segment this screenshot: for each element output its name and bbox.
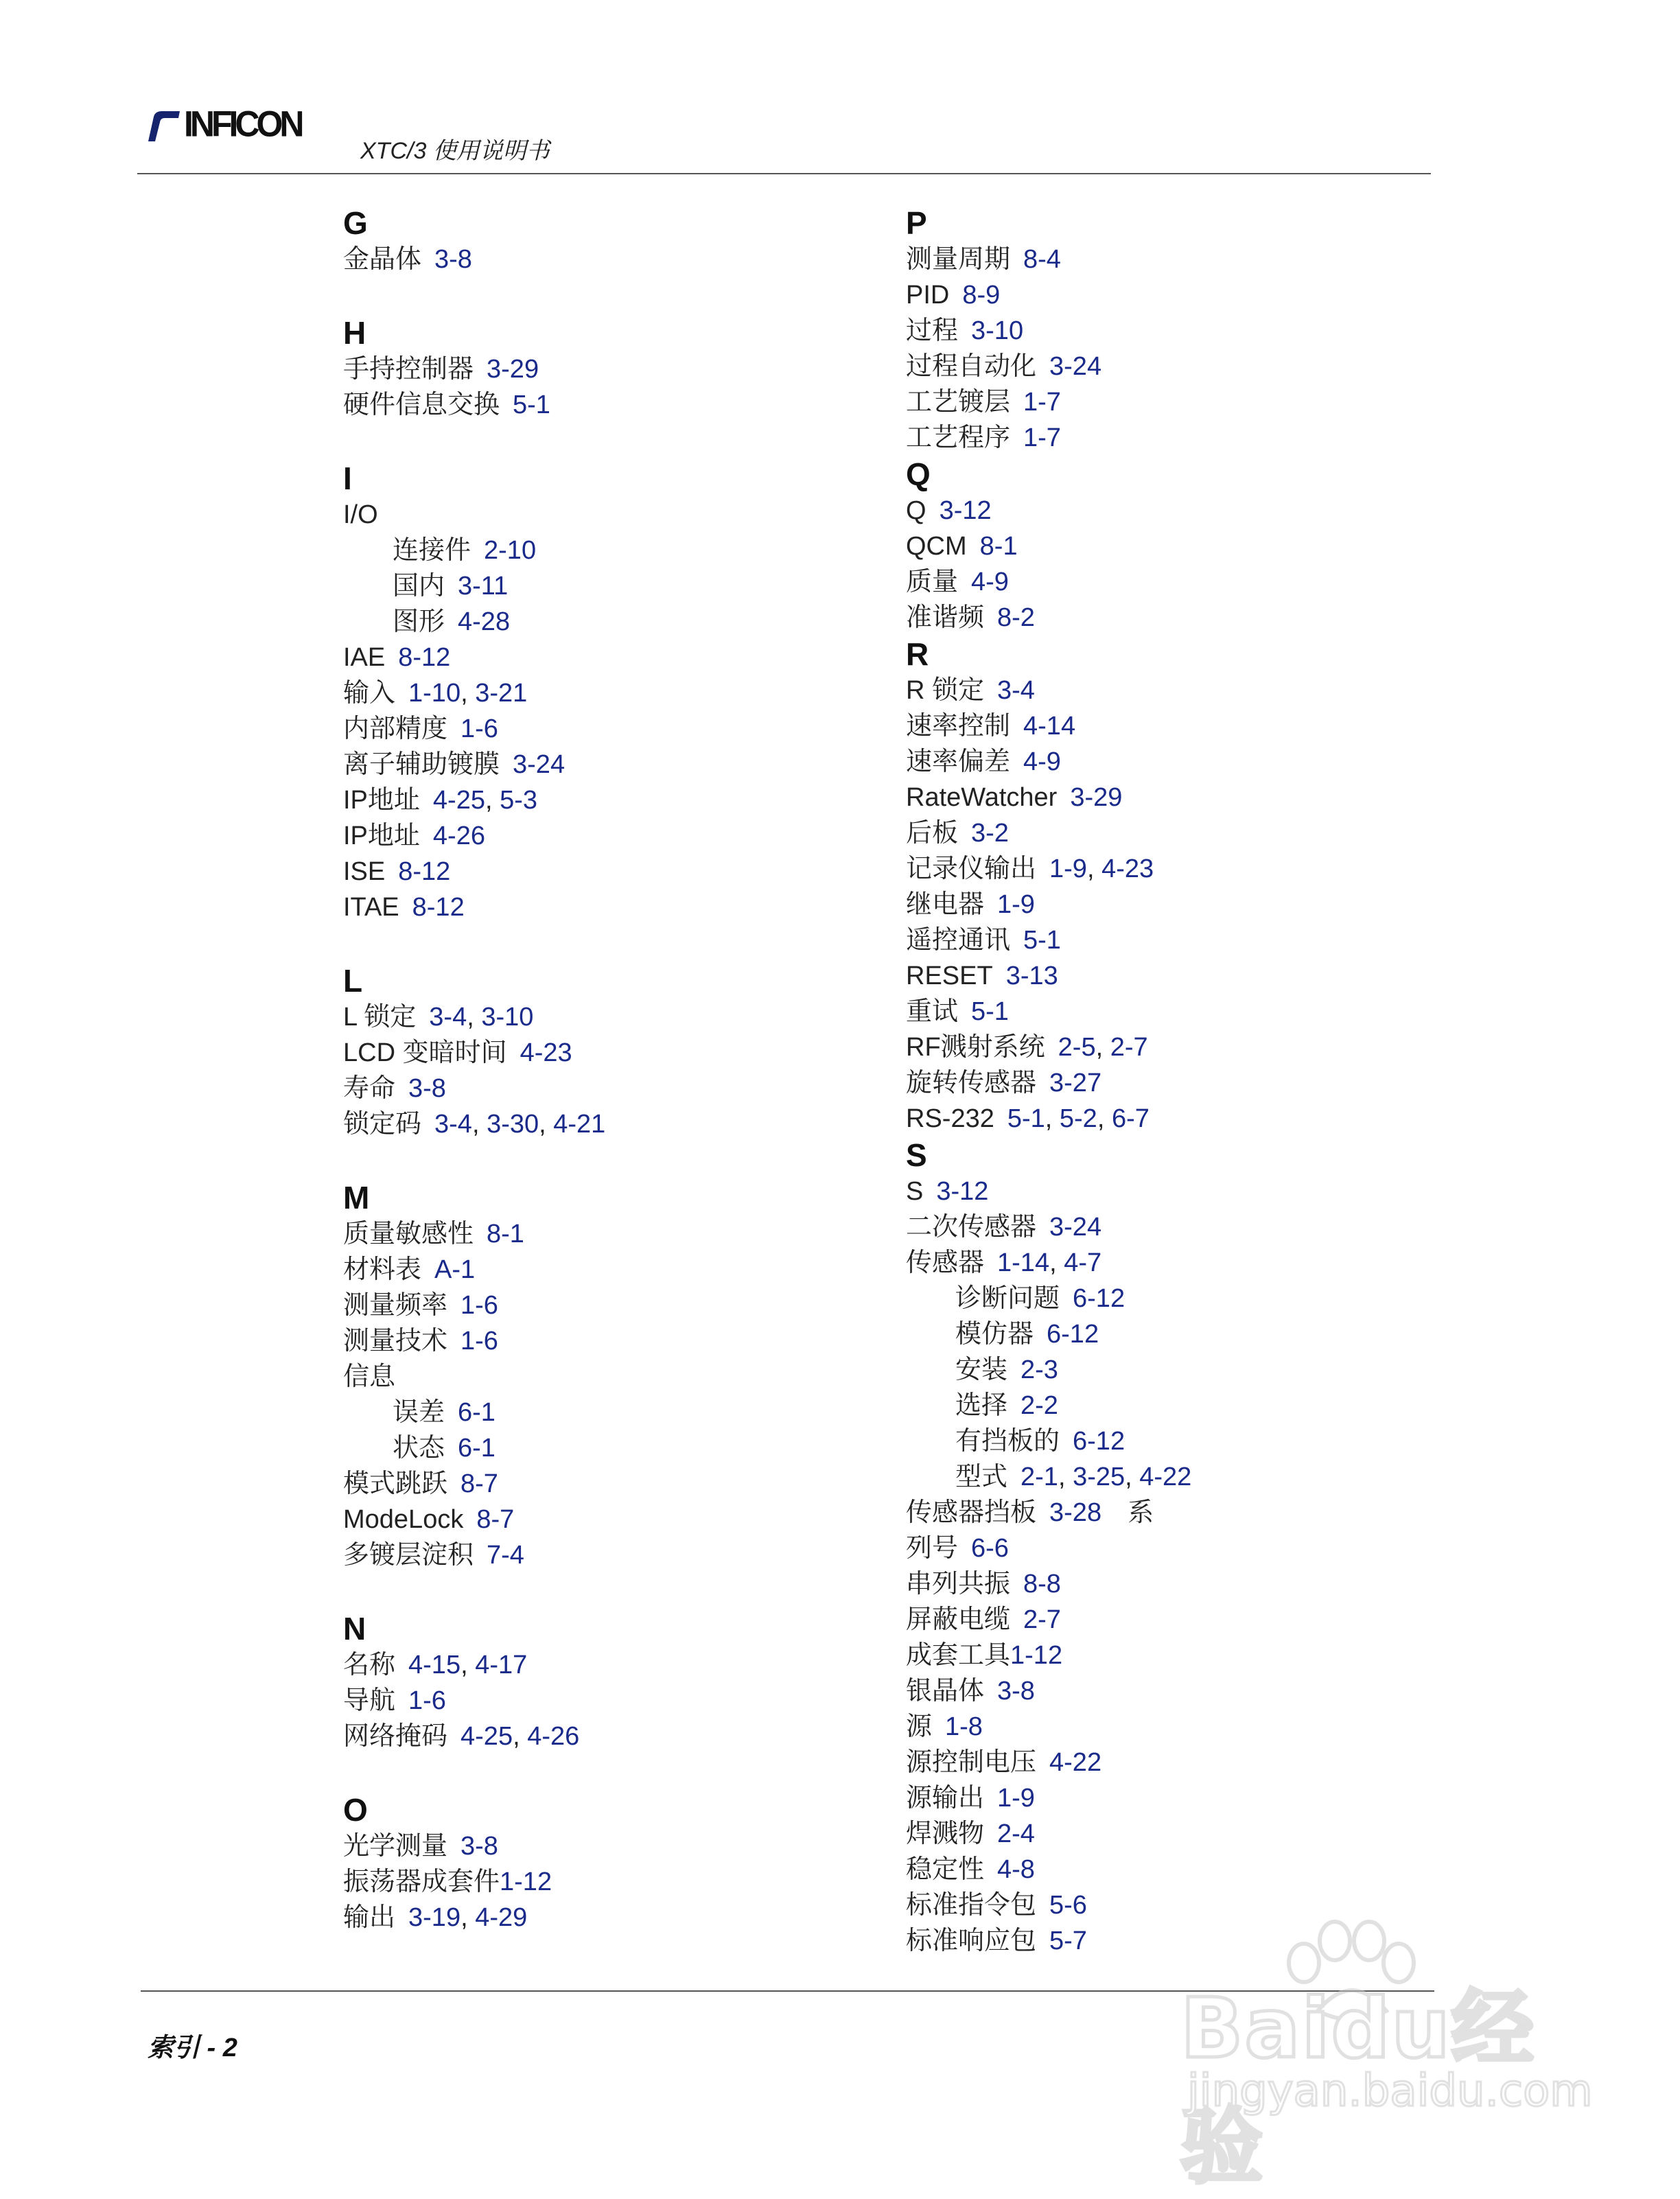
index-entry	[343, 1288, 892, 1323]
index-entry	[906, 708, 1455, 744]
index-subentry	[906, 1423, 1455, 1459]
index-entry	[343, 497, 892, 533]
page-reference-link[interactable]: 8-7	[460, 1469, 498, 1498]
entry-term: 导航	[343, 1686, 396, 1715]
entry-term: 内部精度	[343, 714, 448, 743]
page-reference-link[interactable]: 4-9	[1023, 747, 1061, 776]
index-entry	[343, 1323, 892, 1359]
index-entry	[906, 1709, 1455, 1745]
index-entry	[343, 1071, 892, 1106]
entry-term: 源	[906, 1712, 933, 1741]
entry-term: R 锁定	[906, 676, 985, 705]
index-subentry	[906, 1316, 1455, 1352]
entry-term: 安装	[955, 1356, 1008, 1384]
index-entry	[906, 1209, 1455, 1245]
index-entry	[343, 1502, 892, 1537]
page-reference-link[interactable]: 4-29	[475, 1903, 528, 1932]
page-reference-link[interactable]: 1-7	[1023, 423, 1061, 452]
section-letter: H	[343, 315, 366, 351]
page-reference-link[interactable]: 2-10	[484, 536, 537, 565]
index-entry	[343, 351, 892, 387]
index-entry	[906, 242, 1455, 277]
entry-term: 速率控制	[906, 712, 1011, 741]
entry-term: 屏蔽电缆	[906, 1605, 1011, 1634]
index-entry	[906, 600, 1455, 636]
page-reference-link[interactable]: 3-11	[458, 572, 509, 601]
page-reference-link[interactable]: 8-7	[476, 1505, 515, 1534]
page-reference-link[interactable]: 4-25	[432, 786, 485, 815]
index-entry	[906, 1816, 1455, 1852]
entry-term: 信息	[343, 1362, 396, 1391]
page-reference-link[interactable]: 4-14	[1023, 712, 1076, 741]
entry-term: 金晶体	[343, 245, 422, 274]
index-entry	[906, 922, 1455, 958]
page-reference-link[interactable]: 1-6	[408, 1686, 446, 1715]
entry-term: 硬件信息交换	[343, 391, 500, 419]
page-reference-link[interactable]: 3-13	[1005, 962, 1058, 990]
header-divider	[137, 173, 1431, 174]
index-entry	[906, 1673, 1455, 1709]
page-reference-link[interactable]: 4-8	[997, 1855, 1035, 1884]
index-entry	[906, 1745, 1455, 1780]
page-reference-link[interactable]: 2-2	[1020, 1391, 1058, 1420]
entry-term: 源输出	[906, 1784, 985, 1813]
page-reference-link[interactable]: 1-9	[997, 1784, 1035, 1813]
index-section-l	[343, 962, 892, 1142]
page-reference-link[interactable]: 3-24	[1049, 352, 1102, 381]
page-reference-link[interactable]: 4-25	[460, 1722, 513, 1751]
page-reference-link[interactable]: 4-7	[1064, 1248, 1102, 1277]
section-letter: M	[343, 1180, 370, 1215]
index-entry: 网络掩码 4-25, 4-26	[343, 1722, 580, 1751]
entry-term: ITAE	[343, 893, 399, 922]
page-reference-link[interactable]: 6-1	[458, 1434, 495, 1463]
page-reference-link[interactable]: 6-12	[1047, 1320, 1099, 1349]
page-header	[144, 103, 1434, 178]
index-entry	[906, 1495, 1455, 1531]
entry-term: 遥控通讯	[906, 926, 1011, 955]
page-reference-link[interactable]: 5-3	[500, 786, 538, 815]
entry-term: 标准响应包	[906, 1927, 1037, 1955]
page-reference-link[interactable]: 3-25	[1073, 1463, 1125, 1491]
index-entry	[906, 493, 1455, 528]
index-subentry	[343, 568, 892, 604]
entry-term: Q	[906, 496, 926, 525]
entry-term: ModeLock	[343, 1505, 464, 1534]
index-entry	[906, 815, 1455, 851]
section-letter: S	[906, 1137, 927, 1173]
index-section-h	[343, 314, 892, 423]
document-title: XTC/3 使用说明书	[360, 138, 550, 164]
entry-term: IP地址	[343, 822, 420, 850]
index-subentry	[906, 1281, 1455, 1316]
entry-term: 焊溅物	[906, 1819, 985, 1848]
entry-term: 源控制电压	[906, 1748, 1037, 1777]
page-reference-link[interactable]: 3-4	[429, 1003, 467, 1032]
page-reference-link[interactable]: 1-6	[460, 1327, 498, 1356]
entry-term: 光学测量	[343, 1832, 448, 1861]
entry-term: 银晶体	[906, 1677, 985, 1706]
page-reference-link[interactable]: 1-6	[460, 1291, 498, 1320]
index-subentry	[906, 1388, 1455, 1423]
entry-term: 后板	[906, 819, 959, 848]
index-entry	[906, 313, 1455, 349]
entry-term: 二次传感器	[906, 1213, 1037, 1242]
brand-name: INFICON	[184, 104, 301, 144]
entry-term: IP地址	[343, 786, 420, 815]
index-entry	[343, 854, 892, 889]
index-entry	[906, 384, 1455, 420]
entry-term: 材料表	[343, 1255, 422, 1284]
entry-term: 过程自动化	[906, 352, 1037, 381]
entry-term: 诊断问题	[955, 1284, 1060, 1313]
entry-term: 名称	[343, 1651, 396, 1679]
entry-term: PID	[906, 281, 950, 310]
entry-term: 手持控制器	[343, 355, 474, 384]
page-reference-link[interactable]: 3-8	[997, 1677, 1035, 1706]
index-subentry: 型式 2-1, 3-25, 4-22	[955, 1463, 1192, 1491]
index-entry	[906, 673, 1455, 708]
section-letter: N	[343, 1611, 366, 1647]
entry-term: 选择	[955, 1391, 1008, 1420]
entry-term: 连接件	[393, 536, 471, 565]
index-section-i	[343, 460, 892, 925]
index-entry: 名称 4-15, 4-17	[343, 1651, 528, 1679]
entry-term: 测量技术	[343, 1327, 448, 1356]
index-column-left	[343, 205, 892, 1935]
index-entry: RS-232 5-1, 5-2, 6-7	[906, 1104, 1150, 1133]
entry-term: 重试	[906, 997, 959, 1026]
baidu-watermark	[1167, 1915, 1593, 2195]
page-reference-link[interactable]: 3-4	[434, 1110, 472, 1139]
entry-term: 工艺镀层	[906, 388, 1011, 417]
index-entry	[906, 564, 1455, 600]
entry-term: 成套工具	[906, 1641, 1011, 1670]
page-reference-link[interactable]: 3-30	[487, 1110, 539, 1139]
index-entry: L 锁定 3-4, 3-10	[343, 1003, 534, 1032]
page-reference-link[interactable]: 1-9	[997, 890, 1035, 919]
entry-suffix: 系	[1128, 1498, 1154, 1527]
page-reference-link[interactable]: 3-24	[1049, 1213, 1102, 1242]
page-reference-link[interactable]: 5-1	[1023, 926, 1061, 955]
index-entry	[906, 744, 1455, 780]
page-reference-link[interactable]: 3-8	[408, 1074, 446, 1103]
entry-term: RESET	[906, 962, 993, 990]
page-reference-link[interactable]: 1-6	[460, 714, 498, 743]
page-reference-link[interactable]: 4-26	[432, 822, 485, 850]
index-entry	[906, 780, 1455, 815]
page-reference-link[interactable]: 5-7	[1049, 1927, 1087, 1955]
page-reference-link[interactable]: 8-1	[979, 532, 1018, 561]
page-reference-link[interactable]: 3-8	[460, 1832, 498, 1861]
page-reference-link[interactable]: 1-7	[1023, 388, 1061, 417]
entry-term: LCD 变暗时间	[343, 1038, 507, 1067]
index-entry	[906, 420, 1455, 456]
index-subentry	[906, 1352, 1455, 1388]
entry-term: 有挡板的	[955, 1427, 1060, 1456]
entry-term: 输入	[343, 679, 396, 708]
index-section-g	[343, 205, 892, 277]
index-entry	[343, 640, 892, 675]
entry-term: 多镀层淀积	[343, 1541, 474, 1570]
page-reference-link[interactable]: 3-24	[513, 750, 565, 779]
index-entry	[906, 1531, 1455, 1566]
index-section-n	[343, 1610, 892, 1754]
entry-term: 国内	[393, 572, 445, 601]
index-entry: IP地址 4-25, 5-3	[343, 786, 538, 815]
entry-term: 过程	[906, 316, 959, 345]
index-entry	[906, 349, 1455, 384]
page-reference-link[interactable]: 4-15	[408, 1651, 461, 1679]
page-reference-link[interactable]: 1-12	[1010, 1641, 1063, 1670]
section-letter: I	[343, 461, 352, 496]
entry-term: 图形	[393, 607, 445, 636]
entry-term: 列号	[906, 1534, 959, 1563]
entry-term: 模仿器	[955, 1320, 1034, 1349]
page-reference-link[interactable]: 5-2	[1059, 1104, 1097, 1133]
page-reference-link[interactable]: 2-5	[1058, 1033, 1096, 1062]
index-entry: 记录仪输出 1-9, 4-23	[906, 854, 1154, 883]
watermark-url: jingyan.baidu.com	[1187, 2066, 1593, 2117]
page-reference-link[interactable]: 6-1	[458, 1398, 495, 1427]
page-reference-link[interactable]: 2-1	[1020, 1463, 1058, 1491]
page-reference-link[interactable]: 8-12	[412, 893, 465, 922]
section-letter: G	[343, 205, 368, 241]
page-reference-link[interactable]: 1-8	[945, 1712, 983, 1741]
index-entry	[906, 1780, 1455, 1816]
index-section-q	[906, 456, 1455, 636]
index-entry	[343, 1035, 892, 1071]
section-letter: P	[906, 205, 927, 241]
page-reference-link[interactable]: 6-12	[1073, 1427, 1125, 1456]
entry-term: 传感器挡板	[906, 1498, 1037, 1527]
entry-term: 离子辅助镀膜	[343, 750, 500, 779]
entry-term: 测量周期	[906, 245, 1011, 274]
page-reference-link[interactable]: 3-12	[939, 496, 992, 525]
index-entry	[906, 1852, 1455, 1887]
entry-term: QCM	[906, 532, 967, 561]
page-reference-link[interactable]: 4-21	[553, 1110, 606, 1139]
entry-term: I/O	[343, 500, 378, 529]
entry-term: 旋转传感器	[906, 1069, 1037, 1097]
entry-term: IAE	[343, 643, 386, 672]
entry-term: 传感器	[906, 1248, 985, 1277]
index-entry	[343, 711, 892, 747]
page-reference-link[interactable]: 5-1	[1007, 1104, 1045, 1133]
index-entry	[343, 242, 892, 277]
entry-term: 质量	[906, 568, 959, 596]
index-entry	[906, 277, 1455, 313]
page-reference-link[interactable]: 8-12	[398, 857, 451, 886]
index-entry: RF溅射系统 2-5, 2-7	[906, 1033, 1148, 1062]
index-subentry	[343, 1395, 892, 1430]
page-reference-link[interactable]: 2-7	[1023, 1605, 1061, 1634]
page-reference-link[interactable]: 4-26	[527, 1722, 580, 1751]
page-reference-link[interactable]: 2-4	[997, 1819, 1035, 1848]
page-reference-link[interactable]: 4-22	[1049, 1748, 1102, 1777]
entry-term: RS-232	[906, 1104, 994, 1133]
watermark-brand: Baidu经验	[1180, 1981, 1535, 2195]
page-reference-link[interactable]: 8-8	[1023, 1570, 1061, 1598]
index-entry	[343, 1359, 892, 1395]
index-subentry	[343, 1430, 892, 1466]
page-reference-link[interactable]: 5-1	[513, 391, 550, 419]
index-section-p	[906, 205, 1455, 456]
index-entry	[906, 1566, 1455, 1602]
index-section-m	[343, 1179, 892, 1573]
entry-term: 质量敏感性	[343, 1220, 474, 1248]
index-entry	[906, 887, 1455, 922]
section-letter: L	[343, 963, 363, 999]
index-entry	[343, 1466, 892, 1502]
index-entry	[343, 1864, 892, 1900]
entry-term: 误差	[393, 1398, 445, 1427]
entry-term: S	[906, 1177, 924, 1206]
page-reference-link[interactable]: 7-4	[487, 1541, 524, 1570]
entry-term: 记录仪输出	[906, 854, 1037, 883]
page-reference-link[interactable]: 6-6	[971, 1534, 1009, 1563]
page-reference-link[interactable]: 4-9	[971, 568, 1009, 596]
page-reference-link[interactable]: 1-12	[500, 1868, 552, 1896]
page-reference-link[interactable]: 1-14	[997, 1248, 1050, 1277]
page-reference-link[interactable]: 8-4	[1023, 245, 1061, 274]
page-reference-link[interactable]: 4-28	[458, 607, 511, 636]
index-entry: 输出 3-19, 4-29	[343, 1903, 528, 1932]
index-entry	[906, 1065, 1455, 1101]
page-reference-link[interactable]: 4-22	[1139, 1463, 1192, 1491]
index-column-right	[906, 205, 1455, 1959]
page-reference-link[interactable]: 3-29	[1070, 783, 1123, 812]
index-entry	[343, 1537, 892, 1573]
index-entry: 传感器 1-14, 4-7	[906, 1248, 1102, 1277]
index-entry	[906, 528, 1455, 564]
page-reference-link[interactable]: 3-19	[408, 1903, 461, 1932]
page-reference-link[interactable]: 2-3	[1020, 1356, 1058, 1384]
entry-term: 输出	[343, 1903, 396, 1932]
inficon-logo-mark-icon	[144, 107, 183, 146]
index-entry	[906, 958, 1455, 994]
page-reference-link[interactable]: 8-12	[398, 643, 451, 672]
entry-term: 速率偏差	[906, 747, 1011, 776]
entry-term: 继电器	[906, 890, 985, 919]
page-reference-link[interactable]: 3-21	[475, 679, 528, 708]
entry-term: 标准指令包	[906, 1891, 1037, 1920]
index-entry	[343, 1683, 892, 1719]
page-reference-link[interactable]: 5-6	[1049, 1891, 1087, 1920]
section-letter: Q	[906, 456, 931, 492]
page-reference-link[interactable]: 3-28	[1049, 1498, 1102, 1527]
page-reference-link[interactable]: 4-23	[1101, 854, 1154, 883]
entry-term: 状态	[393, 1434, 445, 1463]
index-subentry	[343, 533, 892, 568]
page-reference-link[interactable]: 3-8	[434, 245, 472, 274]
page-reference-link[interactable]: 2-7	[1110, 1033, 1148, 1062]
page-reference-link[interactable]: 3-2	[971, 819, 1009, 848]
page-reference-link[interactable]: 6-12	[1073, 1284, 1125, 1313]
page-reference-link[interactable]: 8-9	[962, 281, 1001, 310]
page-reference-link[interactable]: 5-1	[971, 997, 1009, 1026]
index-entry: 输入 1-10, 3-21	[343, 679, 528, 708]
page-reference-link[interactable]: 3-10	[481, 1003, 534, 1032]
page-reference-link[interactable]: 3-10	[971, 316, 1024, 345]
index-entry	[343, 747, 892, 782]
index-entry	[343, 1252, 892, 1288]
page-reference-link[interactable]: 6-7	[1111, 1104, 1150, 1133]
page-reference-link[interactable]: A-1	[434, 1255, 476, 1284]
index-subentry	[343, 604, 892, 640]
index-entry	[343, 1216, 892, 1252]
entry-term: 网络掩码	[343, 1722, 448, 1751]
entry-term: 稳定性	[906, 1855, 985, 1884]
index-entry	[343, 889, 892, 925]
index-section-s	[906, 1137, 1455, 1959]
entry-term: 寿命	[343, 1074, 396, 1103]
section-letter: O	[343, 1792, 368, 1828]
index-entry	[906, 1174, 1455, 1209]
page-reference-link[interactable]: 4-23	[520, 1038, 572, 1067]
index-entry	[906, 1638, 1455, 1673]
entry-term: 串列共振	[906, 1570, 1011, 1598]
entry-term: RF溅射系统	[906, 1033, 1045, 1062]
entry-term: ISE	[343, 857, 386, 886]
page-reference-link[interactable]: 8-1	[487, 1220, 524, 1248]
entry-term: 振荡器成套件	[343, 1868, 500, 1896]
entry-term: 准谐频	[906, 603, 985, 632]
entry-term: 测量频率	[343, 1291, 448, 1320]
index-entry	[906, 1602, 1455, 1638]
entry-term: 工艺程序	[906, 423, 1011, 452]
entry-term: 锁定码	[343, 1110, 422, 1139]
page-reference-link[interactable]: 4-17	[475, 1651, 528, 1679]
entry-term: L 锁定	[343, 1003, 417, 1032]
page-reference-link[interactable]: 1-9	[1049, 854, 1087, 883]
page-reference-link[interactable]: 8-2	[997, 603, 1035, 632]
entry-term: RateWatcher	[906, 783, 1058, 812]
page-reference-link[interactable]: 3-29	[487, 355, 539, 384]
page-reference-link[interactable]: 3-4	[997, 676, 1035, 705]
index-entry: 锁定码 3-4, 3-30, 4-21	[343, 1110, 606, 1139]
page-reference-link[interactable]: 1-10	[408, 679, 461, 708]
section-letter: R	[906, 636, 929, 672]
index-entry	[906, 994, 1455, 1029]
entry-term: 模式跳跃	[343, 1469, 448, 1498]
index-section-o	[343, 1791, 892, 1935]
index-entry	[343, 818, 892, 854]
entry-term: 型式	[955, 1463, 1008, 1491]
index-entry	[343, 1828, 892, 1864]
page-number: 索引 - 2	[148, 2034, 237, 2062]
index-entry	[343, 387, 892, 423]
index-section-r	[906, 636, 1455, 1137]
page-reference-link[interactable]: 3-12	[936, 1177, 989, 1206]
page-reference-link[interactable]: 3-27	[1049, 1069, 1102, 1097]
